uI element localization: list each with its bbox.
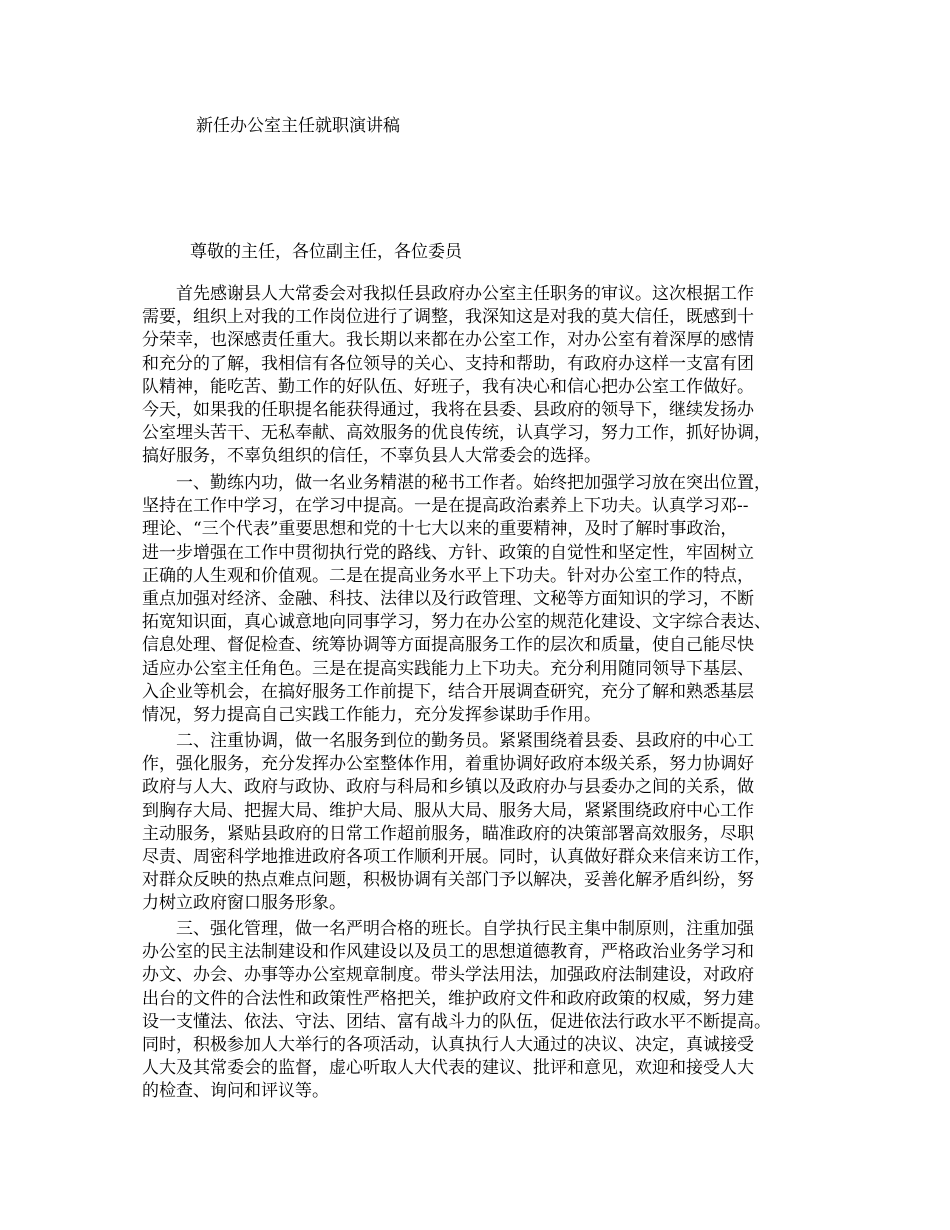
paragraph-section-three	[142, 918, 822, 1104]
text-line: 一、勤练内功，做一名业务精湛的秘书工作者。始终把加强学习放在突出位置，	[176, 473, 771, 493]
text-line: 需要，组织上对我的工作岗位进行了调整，我深知这是对我的莫大信任，既感到十	[142, 307, 754, 328]
text-line: 的检查、询问和评议等。	[142, 1081, 329, 1102]
text-line: 入企业等机会，在搞好服务工作前提下，结合开展调查研究，充分了解和熟悉基层	[142, 681, 754, 702]
text-line: 情况，努力提高自己实践工作能力，充分发挥参谋助手作用。	[142, 704, 601, 725]
text-line: 办公室的民主法制建设和作风建设以及员工的思想道德教育，严格政治业务学习和	[142, 942, 754, 963]
document-title: 新任办公室主任就职演讲稿	[196, 116, 400, 136]
text-line: 人大及其常委会的监督，虚心听取人大代表的建议、批评和意见，欢迎和接受人大	[142, 1058, 754, 1079]
text-line: 尽责、周密科学地推进政府各项工作顺利开展。同时，认真做好群众来信来访工作，	[142, 846, 771, 867]
text-line: 正确的人生观和价值观。二是在提高业务水平上下功夫。针对办公室工作的特点，	[142, 565, 754, 586]
text-line: 分荣幸，也深感责任重大。我长期以来都在办公室工作，对办公室有着深厚的感情	[142, 330, 754, 351]
text-line: 公室埋头苦干、无私奉献、高效服务的优良传统，认真学习，努力工作，抓好协调，	[142, 423, 771, 444]
text-line: 拓宽知识面，真心诚意地向同事学习，努力在办公室的规范化建设、文字综合表达、	[142, 612, 771, 633]
text-line: 到胸存大局、把握大局、维护大局、服从大局、服务大局，紧紧围绕政府中心工作	[142, 800, 754, 821]
salutation: 尊敬的主任，各位副主任，各位委员	[190, 242, 462, 262]
text-line: 今天，如果我的任职提名能获得通过，我将在县委、县政府的领导下，继续发扬办	[142, 399, 754, 420]
text-line: 力树立政府窗口服务形象。	[142, 893, 346, 914]
text-line: 同时，积极参加人大举行的各项活动，认真执行人大通过的决议、决定，真诚接受	[142, 1034, 754, 1055]
text-line: 搞好服务，不辜负组织的信任，不辜负县人大常委会的选择。	[142, 446, 601, 467]
text-line: 对群众反映的热点难点问题，积极协调有关部门予以解决，妥善化解矛盾纠纷，努	[142, 870, 754, 891]
text-line: 重点加强对经济、金融、科技、法律以及行政管理、文秘等方面知识的学习，不断	[142, 588, 754, 609]
text-line: 三、强化管理，做一名严明合格的班长。自学执行民主集中制原则，注重加强	[176, 919, 754, 939]
text-line: 坚持在工作中学习，在学习中提高。一是在提高政治素养上下功夫。认真学习邓--	[142, 496, 749, 517]
text-line: 适应办公室主任角色。三是在提高实践能力上下功夫。充分利用随同领导下基层、	[142, 658, 754, 679]
paragraph-introduction	[142, 283, 822, 469]
text-line: 政府与人大、政府与政协、政府与科局和乡镇以及政府办与县委办之间的关系，做	[142, 777, 754, 798]
text-line: 主动服务，紧贴县政府的日常工作超前服务，瞄准政府的决策部署高效服务，尽职	[142, 823, 754, 844]
text-line: 首先感谢县人大常委会对我拟任县政府办公室主任职务的审议。这次根据工作	[176, 284, 754, 304]
text-line: 作，强化服务，充分发挥办公室整体作用，着重协调好政府本级关系，努力协调好	[142, 754, 754, 775]
text-line: 队精神，能吃苦、勤工作的好队伍、好班子，我有决心和信心把办公室工作做好。	[142, 376, 754, 397]
text-line: 进一步增强在工作中贯彻执行党的路线、方针、政策的自觉性和坚定性，牢固树立	[142, 542, 754, 563]
text-line: 信息处理、督促检查、统筹协调等方面提高服务工作的层次和质量，使自己能尽快	[142, 635, 754, 656]
text-line: 设一支懂法、依法、守法、团结、富有战斗力的队伍，促进依法行政水平不断提高。	[142, 1011, 771, 1032]
paragraph-section-one	[142, 472, 822, 727]
text-line: 二、注重协调，做一名服务到位的勤务员。紧紧围绕着县委、县政府的中心工	[176, 731, 754, 751]
text-line: 出台的文件的合法性和政策性严格把关，维护政府文件和政府政策的权威，努力建	[142, 988, 754, 1009]
text-line: 办文、办会、办事等办公室规章制度。带头学法用法，加强政府法制建设，对政府	[142, 965, 754, 986]
paragraph-section-two	[142, 730, 822, 916]
text-line: 和充分的了解，我相信有各位领导的关心、支持和帮助，有政府办这样一支富有团	[142, 353, 754, 374]
text-line: 理论、“三个代表”重要思想和党的十七大以来的重要精神，及时了解时事政治，	[142, 519, 738, 540]
